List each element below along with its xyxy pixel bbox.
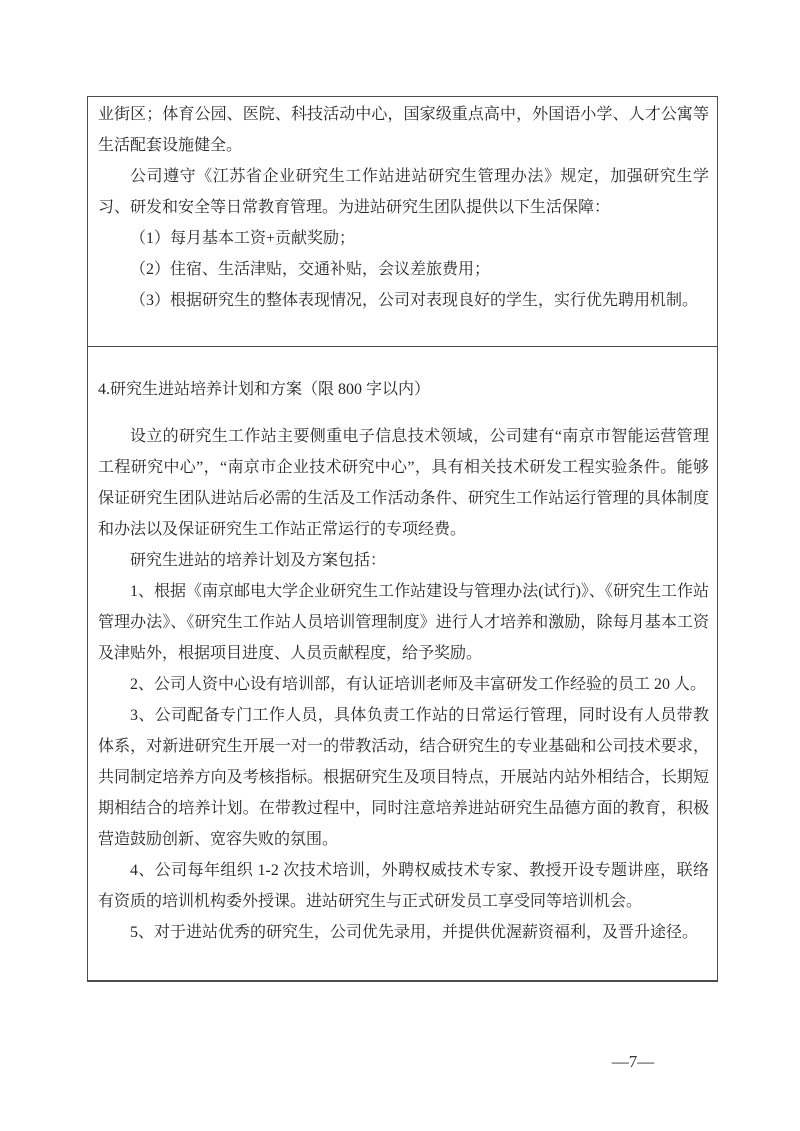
paragraph: 设立的研究生工作站主要侧重电子信息技术领域，公司建有“南京市智能运营管理工程研究中心”，“南京市企业技术研究中心”，具有相关技术研发工程实验条件。能够保证研究生团队进站后必需的生活及工作活动条件、研究生工作站运行管理的具体制度和办法以及保证研究生工作站正常运行的专项经费。 [98, 428, 709, 538]
section-body [98, 421, 709, 948]
form-table [87, 96, 718, 982]
paragraph: 5、对于进站优秀的研究生，公司优先录用，并提供优渥薪资福利，及晋升途径。 [130, 924, 699, 941]
paragraph: （1）每月基本工资+贡献奖励； [130, 230, 356, 247]
paragraph: 4、公司每年组织 1-2 次技术培训，外聘权威技术专家、教授开设专题讲座，联络有资质的培训机构委外授课。进站研究生与正式研发员工享受同等培训机会。 [98, 862, 709, 910]
paragraph: 2、公司人资中心设有培训部，有认证培训老师及丰富研发工作经验的员工 20 人。 [130, 676, 707, 693]
paragraph: 1、根据《南京邮电大学企业研究生工作站建设与管理办法(试行)》、《研究生工作站管理办法》、《研究生工作站人员培训管理制度》进行人才培养和激励，除每月基本工资及津贴外，根据项目进度、人员贡献程度，给予奖励。 [98, 583, 709, 662]
paragraph: （3）根据研究生的整体表现情况，公司对表现良好的学生，实行优先聘用机制。 [130, 292, 699, 309]
page-number: —7— [611, 1052, 655, 1071]
paragraph: 公司遵守《江苏省企业研究生工作站进站研究生管理办法》规定，加强研究生学习、研发和安全等日常教育管理。为进站研究生团队提供以下生活保障： [98, 168, 709, 216]
table-row-living-support [88, 97, 717, 347]
section-title: 4.研究生进站培养计划和方案（限 800 字以内） [98, 381, 431, 398]
paragraph: 研究生进站的培养计划及方案包括： [130, 552, 387, 569]
table-row-training-plan [88, 347, 717, 980]
paragraph: （2）住宿、生活津贴，交通补贴，会议差旅费用； [130, 261, 491, 278]
paragraph: 3、公司配备专门工作人员，具体负责工作站的日常运行管理，同时设有人员带教体系，对新进研究生开展一对一的带教活动，结合研究生的专业基础和公司技术要求，共同制定培养方向及考核指标。根据研究生及项目特点，开展站内站外相结合，长期短期相结合的培养计划。在带教过程中，同时注意培养进站研究生品德方面的教育，积极营造鼓励创新、宽容失败的氛围。 [98, 707, 709, 848]
paragraph: 业街区；体育公园、医院、科技活动中心，国家级重点高中，外国语小学、人才公寓等生活配套设施健全。 [98, 106, 709, 154]
